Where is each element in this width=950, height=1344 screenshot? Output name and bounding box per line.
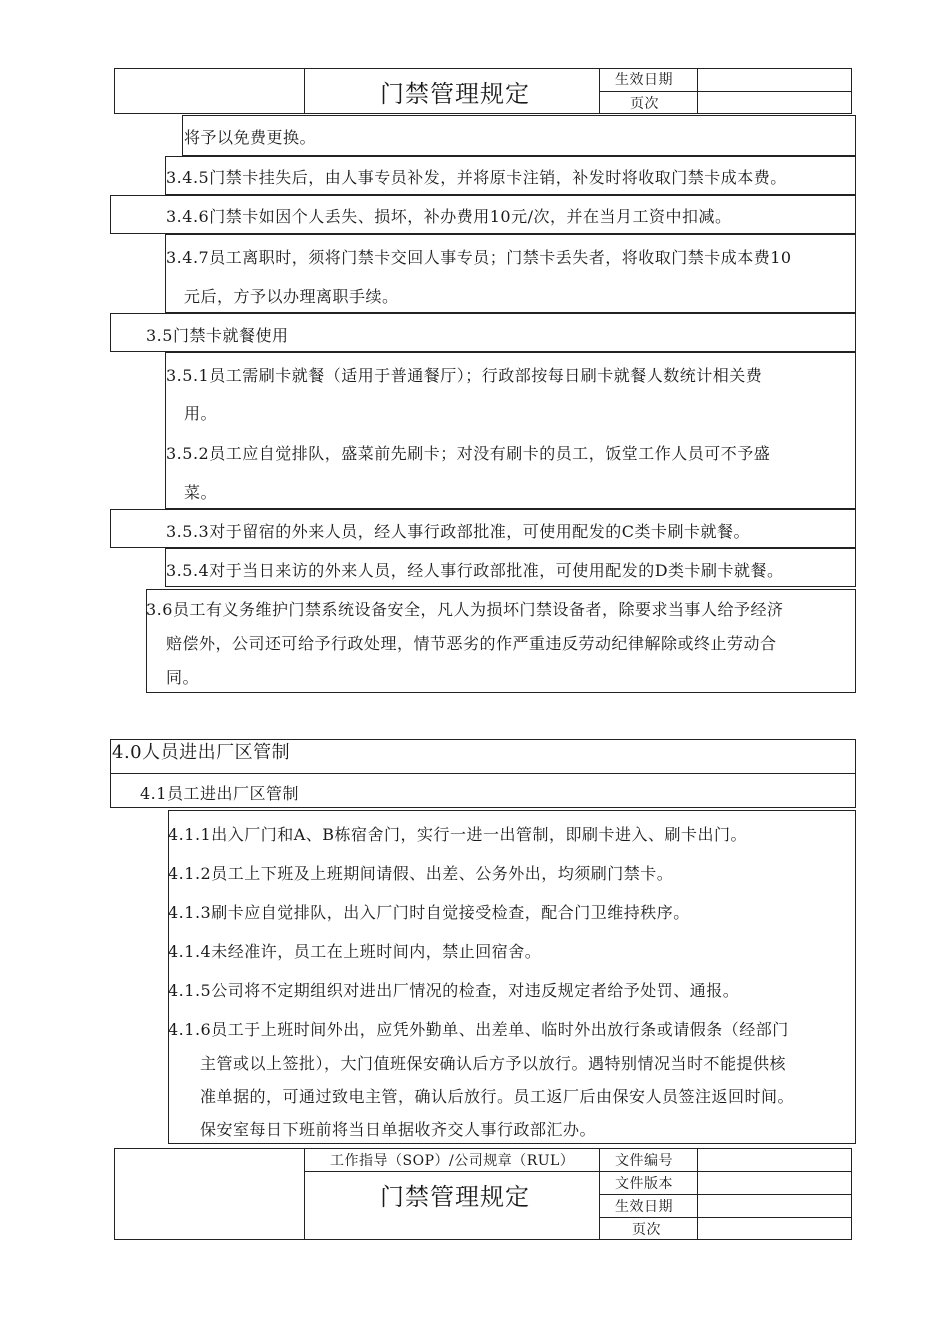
bottom-header-divider	[304, 1171, 599, 1172]
page-number-label: 页次	[630, 96, 659, 112]
paragraph-36-line3: 同。	[166, 668, 200, 687]
heading-35: 3.5门禁卡就餐使用	[146, 326, 289, 345]
paragraph-416-line2: 主管或以上签批），大门值班保安确认后方予以放行。遇特别情况当时不能提供核	[200, 1054, 787, 1073]
document-title: 门禁管理规定	[380, 1183, 530, 1211]
bottom-header-divider	[304, 1148, 305, 1240]
paragraph-352-line1: 3.5.2员工应自觉排队，盛菜前先刷卡；对没有刷卡的员工，饭堂工作人员可不予盛	[166, 444, 771, 463]
paragraph-413: 4.1.3刷卡应自觉排队，出入厂门时自觉接受检查，配合门卫维持秩序。	[168, 903, 690, 922]
paragraph-414: 4.1.4未经准许，员工在上班时间内，禁止回宿舍。	[168, 942, 542, 961]
paragraph-412: 4.1.2员工上下班及上班期间请假、出差、公务外出，均须刷门禁卡。	[168, 864, 674, 883]
paragraph-416-line3: 准单据的，可通过致电主管，确认后放行。员工返厂后由保安人员签注返回时间。	[200, 1087, 795, 1106]
section-4-heading: 4.0人员进出厂区管制	[112, 742, 291, 763]
paragraph-347-line2: 元后，方予以办理离职手续。	[184, 287, 399, 306]
effective-date-label: 生效日期	[615, 1199, 673, 1215]
top-header-divider	[599, 91, 852, 92]
paragraph-416-line1: 4.1.6员工于上班时间外出，应凭外勤单、出差单、临时外出放行条或请假条（经部门	[168, 1020, 789, 1039]
bottom-header-divider	[599, 1194, 852, 1195]
top-header-divider	[304, 68, 305, 114]
paragraph-36-line1: 3.6员工有义务维护门禁系统设备安全，凡人为损坏门禁设备者，除要求当事人给予经济	[146, 600, 784, 619]
page-number-label: 页次	[632, 1222, 661, 1238]
paragraph-345-tail: 将予以免费更换。	[184, 128, 317, 147]
document-number-label: 文件编号	[615, 1153, 673, 1169]
paragraph-345: 3.4.5门禁卡挂失后，由人事专员补发，并将原卡注销，补发时将收取门禁卡成本费。	[166, 168, 787, 187]
bottom-header-divider	[599, 1217, 852, 1218]
paragraph-36-line2: 赔偿外，公司还可给予行政处理，情节恶劣的作严重违反劳动纪律解除或终止劳动合	[166, 634, 777, 653]
paragraph-354: 3.5.4对于当日来访的外来人员，经人事行政部批准，可使用配发的D类卡刷卡就餐。	[166, 561, 784, 580]
paragraph-351-line1: 3.5.1员工需刷卡就餐（适用于普通餐厅）；行政部按每日刷卡就餐人数统计相关费	[166, 366, 763, 385]
bottom-header-divider	[599, 1171, 852, 1172]
paragraph-353: 3.5.3对于留宿的外来人员，经人事行政部批准，可使用配发的C类卡刷卡就餐。	[166, 522, 750, 541]
effective-date-label: 生效日期	[615, 72, 673, 88]
paragraph-351-line2: 用。	[184, 404, 218, 423]
paragraph-416-line4: 保安室每日下班前将当日单据收齐交人事行政部汇办。	[200, 1120, 597, 1139]
document-version-label: 文件版本	[615, 1176, 673, 1192]
paragraph-346: 3.4.6门禁卡如因个人丢失、损坏，补办费用10元/次，并在当月工资中扣减。	[166, 207, 732, 226]
paragraph-411: 4.1.1出入厂门和A、B栋宿舍门，实行一进一出管制，即刷卡进入、刷卡出门。	[168, 825, 748, 844]
paragraph-415: 4.1.5公司将不定期组织对进出厂情况的检查，对违反规定者给予处罚、通报。	[168, 981, 740, 1000]
document-title: 门禁管理规定	[380, 80, 530, 108]
section-4-divider	[110, 773, 856, 774]
paragraph-347-line1: 3.4.7员工离职时，须将门禁卡交回人事专员；门禁卡丢失者，将收取门禁卡成本费10	[166, 248, 792, 267]
paragraph-352-line2: 菜。	[184, 483, 218, 502]
document-category: 工作指导（SOP）/公司规章（RUL）	[330, 1153, 575, 1169]
section-41-heading: 4.1员工进出厂区管制	[140, 784, 299, 803]
